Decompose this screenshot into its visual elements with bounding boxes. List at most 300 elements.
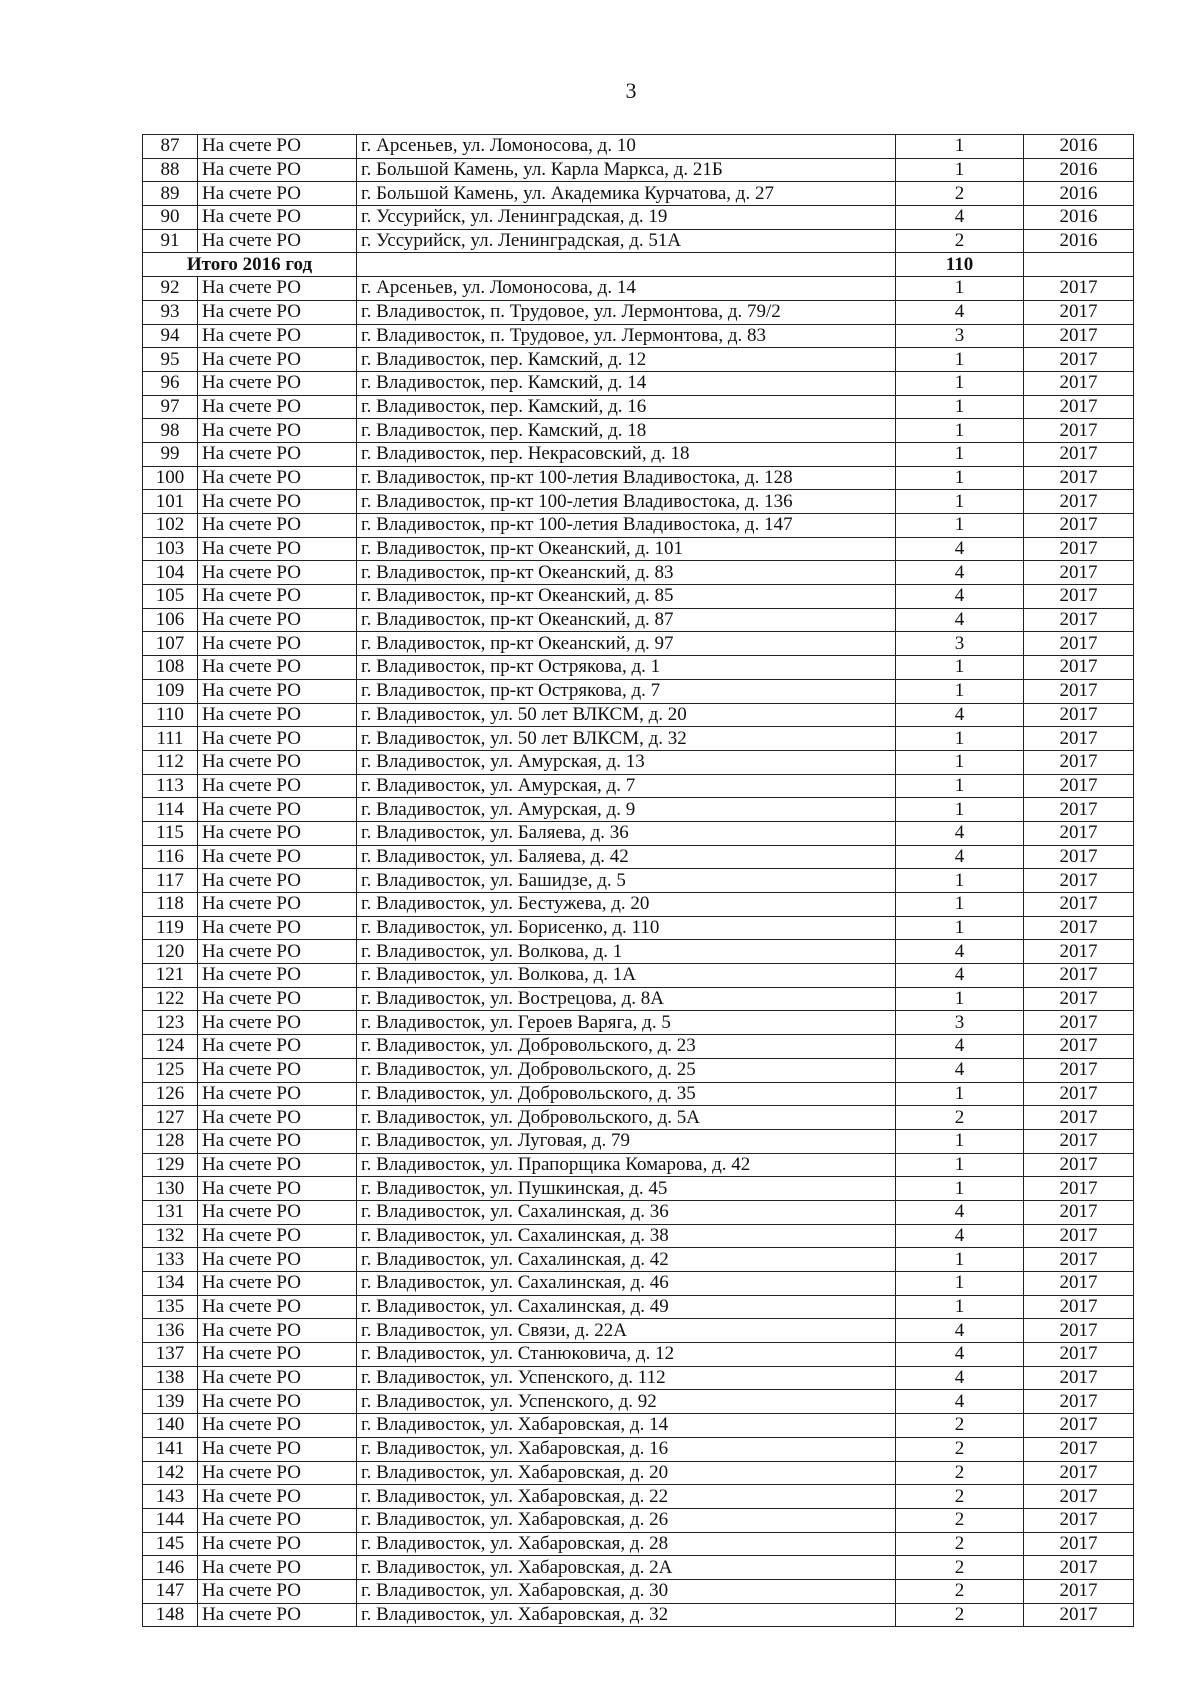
table-row (143, 466, 1134, 490)
address-cell: г. Владивосток, ул. Хабаровская, д. 14 (357, 1414, 896, 1438)
count-cell: 1 (896, 893, 1024, 917)
address-cell: г. Владивосток, пр-кт Острякова, д. 1 (357, 656, 896, 680)
table-row (143, 798, 1134, 822)
count-cell: 2 (896, 1106, 1024, 1130)
account-type-cell: На счете РО (198, 277, 357, 301)
count-cell: 1 (896, 490, 1024, 514)
row-number-cell: 144 (143, 1508, 198, 1532)
table-row (143, 869, 1134, 893)
table-row (143, 1295, 1134, 1319)
row-number-cell: 108 (143, 656, 198, 680)
account-type-cell: На счете РО (198, 1437, 357, 1461)
count-cell: 3 (896, 324, 1024, 348)
address-cell: г. Владивосток, ул. Вострецова, д. 8А (357, 987, 896, 1011)
table-row (143, 821, 1134, 845)
table-row (143, 300, 1134, 324)
subtotal-row (143, 253, 1134, 277)
registry-body (143, 135, 1134, 1627)
count-cell: 1 (896, 1272, 1024, 1296)
table-row (143, 632, 1134, 656)
account-type-cell: На счете РО (198, 466, 357, 490)
table-row (143, 371, 1134, 395)
table-row (143, 1414, 1134, 1438)
table-row (143, 1106, 1134, 1130)
year-cell: 2017 (1024, 561, 1134, 585)
table-row (143, 608, 1134, 632)
year-cell: 2017 (1024, 466, 1134, 490)
account-type-cell: На счете РО (198, 1224, 357, 1248)
count-cell: 2 (896, 1579, 1024, 1603)
count-cell: 4 (896, 1224, 1024, 1248)
count-cell: 1 (896, 514, 1024, 538)
count-cell: 1 (896, 727, 1024, 751)
count-cell: 1 (896, 1177, 1024, 1201)
year-cell: 2017 (1024, 1295, 1134, 1319)
year-cell: 2017 (1024, 703, 1134, 727)
table-row (143, 1366, 1134, 1390)
year-cell: 2017 (1024, 1508, 1134, 1532)
account-type-cell: На счете РО (198, 1485, 357, 1509)
year-cell: 2017 (1024, 419, 1134, 443)
account-type-cell: На счете РО (198, 845, 357, 869)
count-cell: 4 (896, 1058, 1024, 1082)
table-row (143, 1485, 1134, 1509)
account-type-cell: На счете РО (198, 893, 357, 917)
count-cell: 2 (896, 1414, 1024, 1438)
count-cell: 1 (896, 158, 1024, 182)
table-row (143, 1224, 1134, 1248)
address-cell: г. Владивосток, пр-кт 100-летия Владивостока, д. 128 (357, 466, 896, 490)
account-type-cell: На счете РО (198, 1319, 357, 1343)
year-cell: 2017 (1024, 964, 1134, 988)
table-row (143, 1579, 1134, 1603)
table-row (143, 1082, 1134, 1106)
account-type-cell: На счете РО (198, 1106, 357, 1130)
row-number-cell: 116 (143, 845, 198, 869)
account-type-cell: На счете РО (198, 135, 357, 159)
year-cell: 2016 (1024, 229, 1134, 253)
account-type-cell: На счете РО (198, 1579, 357, 1603)
row-number-cell: 147 (143, 1579, 198, 1603)
table-row (143, 727, 1134, 751)
count-cell: 2 (896, 229, 1024, 253)
row-number-cell: 102 (143, 514, 198, 538)
year-cell: 2017 (1024, 608, 1134, 632)
row-number-cell: 90 (143, 206, 198, 230)
table-row (143, 324, 1134, 348)
count-cell: 1 (896, 348, 1024, 372)
table-row (143, 182, 1134, 206)
address-cell: г. Владивосток, ул. Баляева, д. 42 (357, 845, 896, 869)
row-number-cell: 101 (143, 490, 198, 514)
account-type-cell: На счете РО (198, 371, 357, 395)
year-cell: 2017 (1024, 1414, 1134, 1438)
address-cell: г. Владивосток, ул. Героев Варяга, д. 5 (357, 1011, 896, 1035)
subtotal-count-cell: 110 (896, 253, 1024, 277)
year-cell: 2017 (1024, 585, 1134, 609)
count-cell: 4 (896, 300, 1024, 324)
row-number-cell: 117 (143, 869, 198, 893)
count-cell: 3 (896, 632, 1024, 656)
table-row (143, 206, 1134, 230)
account-type-cell: На счете РО (198, 608, 357, 632)
account-type-cell: На счете РО (198, 750, 357, 774)
count-cell: 4 (896, 206, 1024, 230)
table-row (143, 1319, 1134, 1343)
row-number-cell: 141 (143, 1437, 198, 1461)
row-number-cell: 124 (143, 1035, 198, 1059)
address-cell: г. Владивосток, пер. Камский, д. 12 (357, 348, 896, 372)
count-cell: 1 (896, 774, 1024, 798)
address-cell: г. Владивосток, ул. Хабаровская, д. 16 (357, 1437, 896, 1461)
year-cell: 2017 (1024, 1319, 1134, 1343)
address-cell: г. Владивосток, ул. Хабаровская, д. 20 (357, 1461, 896, 1485)
row-number-cell: 120 (143, 940, 198, 964)
row-number-cell: 93 (143, 300, 198, 324)
count-cell: 2 (896, 1603, 1024, 1627)
address-cell: г. Владивосток, ул. Волкова, д. 1 (357, 940, 896, 964)
year-cell: 2017 (1024, 774, 1134, 798)
year-cell: 2017 (1024, 324, 1134, 348)
row-number-cell: 148 (143, 1603, 198, 1627)
account-type-cell: На счете РО (198, 1082, 357, 1106)
row-number-cell: 87 (143, 135, 198, 159)
address-cell: г. Владивосток, ул. Хабаровская, д. 28 (357, 1532, 896, 1556)
account-type-cell: На счете РО (198, 1343, 357, 1367)
row-number-cell: 131 (143, 1200, 198, 1224)
year-cell: 2017 (1024, 869, 1134, 893)
row-number-cell: 127 (143, 1106, 198, 1130)
count-cell: 2 (896, 182, 1024, 206)
subtotal-label: Итого 2016 год (143, 253, 357, 277)
table-row (143, 940, 1134, 964)
year-cell: 2016 (1024, 158, 1134, 182)
year-cell: 2017 (1024, 893, 1134, 917)
row-number-cell: 126 (143, 1082, 198, 1106)
address-cell: г. Владивосток, ул. Связи, д. 22А (357, 1319, 896, 1343)
row-number-cell: 138 (143, 1366, 198, 1390)
address-cell: г. Владивосток, ул. Хабаровская, д. 32 (357, 1603, 896, 1627)
count-cell: 4 (896, 940, 1024, 964)
table-row (143, 1058, 1134, 1082)
page-number: 3 (625, 78, 637, 103)
account-type-cell: На счете РО (198, 158, 357, 182)
row-number-cell: 107 (143, 632, 198, 656)
address-cell: г. Владивосток, ул. Амурская, д. 7 (357, 774, 896, 798)
year-cell: 2017 (1024, 395, 1134, 419)
address-cell: г. Владивосток, ул. Станюковича, д. 12 (357, 1343, 896, 1367)
row-number-cell: 142 (143, 1461, 198, 1485)
address-cell: г. Владивосток, ул. Сахалинская, д. 49 (357, 1295, 896, 1319)
table-row (143, 1248, 1134, 1272)
row-number-cell: 125 (143, 1058, 198, 1082)
year-cell: 2017 (1024, 632, 1134, 656)
table-row (143, 845, 1134, 869)
year-cell: 2017 (1024, 1011, 1134, 1035)
address-cell: г. Владивосток, пр-кт Океанский, д. 87 (357, 608, 896, 632)
account-type-cell: На счете РО (198, 419, 357, 443)
count-cell: 1 (896, 1295, 1024, 1319)
row-number-cell: 100 (143, 466, 198, 490)
address-cell: г. Владивосток, пр-кт Океанский, д. 97 (357, 632, 896, 656)
year-cell: 2017 (1024, 442, 1134, 466)
account-type-cell: На счете РО (198, 656, 357, 680)
address-cell: г. Владивосток, ул. Добровольского, д. 23 (357, 1035, 896, 1059)
row-number-cell: 96 (143, 371, 198, 395)
row-number-cell: 105 (143, 585, 198, 609)
address-cell: г. Арсеньев, ул. Ломоносова, д. 10 (357, 135, 896, 159)
address-cell: г. Владивосток, ул. Хабаровская, д. 2А (357, 1556, 896, 1580)
row-number-cell: 122 (143, 987, 198, 1011)
row-number-cell: 103 (143, 537, 198, 561)
count-cell: 4 (896, 1366, 1024, 1390)
year-cell: 2017 (1024, 371, 1134, 395)
account-type-cell: На счете РО (198, 585, 357, 609)
address-cell: г. Владивосток, ул. 50 лет ВЛКСМ, д. 20 (357, 703, 896, 727)
account-type-cell: На счете РО (198, 490, 357, 514)
count-cell: 1 (896, 656, 1024, 680)
count-cell: 1 (896, 869, 1024, 893)
row-number-cell: 119 (143, 916, 198, 940)
address-cell: г. Владивосток, ул. 50 лет ВЛКСМ, д. 32 (357, 727, 896, 751)
address-cell: г. Владивосток, пр-кт Океанский, д. 101 (357, 537, 896, 561)
account-type-cell: На счете РО (198, 964, 357, 988)
account-type-cell: На счете РО (198, 987, 357, 1011)
address-cell: г. Уссурийск, ул. Ленинградская, д. 19 (357, 206, 896, 230)
address-cell: г. Владивосток, ул. Хабаровская, д. 30 (357, 1579, 896, 1603)
row-number-cell: 133 (143, 1248, 198, 1272)
table-row (143, 135, 1134, 159)
row-number-cell: 128 (143, 1129, 198, 1153)
table-row (143, 395, 1134, 419)
count-cell: 1 (896, 750, 1024, 774)
table-row (143, 679, 1134, 703)
row-number-cell: 129 (143, 1153, 198, 1177)
row-number-cell: 106 (143, 608, 198, 632)
year-cell: 2017 (1024, 987, 1134, 1011)
address-cell: г. Владивосток, ул. Сахалинская, д. 46 (357, 1272, 896, 1296)
row-number-cell: 132 (143, 1224, 198, 1248)
year-cell: 2017 (1024, 1272, 1134, 1296)
year-cell: 2017 (1024, 821, 1134, 845)
account-type-cell: На счете РО (198, 395, 357, 419)
address-cell: г. Владивосток, ул. Добровольского, д. 25 (357, 1058, 896, 1082)
address-cell: г. Владивосток, пр-кт Океанский, д. 83 (357, 561, 896, 585)
row-number-cell: 111 (143, 727, 198, 751)
account-type-cell: На счете РО (198, 632, 357, 656)
count-cell: 4 (896, 845, 1024, 869)
count-cell: 1 (896, 1248, 1024, 1272)
count-cell: 4 (896, 561, 1024, 585)
count-cell: 4 (896, 608, 1024, 632)
account-type-cell: На счете РО (198, 1248, 357, 1272)
count-cell: 4 (896, 1319, 1024, 1343)
row-number-cell: 110 (143, 703, 198, 727)
count-cell: 1 (896, 987, 1024, 1011)
year-cell: 2017 (1024, 1485, 1134, 1509)
table-row (143, 561, 1134, 585)
count-cell: 4 (896, 585, 1024, 609)
count-cell: 1 (896, 442, 1024, 466)
count-cell: 1 (896, 916, 1024, 940)
address-cell: г. Владивосток, ул. Пушкинская, д. 45 (357, 1177, 896, 1201)
address-cell: г. Владивосток, ул. Амурская, д. 13 (357, 750, 896, 774)
count-cell: 1 (896, 798, 1024, 822)
year-cell: 2017 (1024, 1461, 1134, 1485)
year-cell: 2017 (1024, 300, 1134, 324)
row-number-cell: 139 (143, 1390, 198, 1414)
table-row (143, 277, 1134, 301)
address-cell: г. Владивосток, п. Трудовое, ул. Лермонтова, д. 79/2 (357, 300, 896, 324)
count-cell: 1 (896, 135, 1024, 159)
year-cell: 2017 (1024, 1343, 1134, 1367)
row-number-cell: 145 (143, 1532, 198, 1556)
account-type-cell: На счете РО (198, 821, 357, 845)
address-cell: г. Владивосток, ул. Сахалинская, д. 42 (357, 1248, 896, 1272)
subtotal-empty-year-cell (1024, 253, 1134, 277)
address-cell: г. Владивосток, ул. Луговая, д. 79 (357, 1129, 896, 1153)
year-cell: 2017 (1024, 277, 1134, 301)
year-cell: 2017 (1024, 1058, 1134, 1082)
account-type-cell: На счете РО (198, 1272, 357, 1296)
account-type-cell: На счете РО (198, 679, 357, 703)
year-cell: 2017 (1024, 679, 1134, 703)
table-row (143, 158, 1134, 182)
count-cell: 2 (896, 1485, 1024, 1509)
table-row (143, 1153, 1134, 1177)
year-cell: 2017 (1024, 1390, 1134, 1414)
address-cell: г. Владивосток, ул. Амурская, д. 9 (357, 798, 896, 822)
table-row (143, 1200, 1134, 1224)
account-type-cell: На счете РО (198, 1153, 357, 1177)
account-type-cell: На счете РО (198, 1532, 357, 1556)
year-cell: 2017 (1024, 1556, 1134, 1580)
address-cell: г. Арсеньев, ул. Ломоносова, д. 14 (357, 277, 896, 301)
year-cell: 2017 (1024, 537, 1134, 561)
count-cell: 1 (896, 679, 1024, 703)
address-cell: г. Владивосток, ул. Баляева, д. 36 (357, 821, 896, 845)
count-cell: 1 (896, 1129, 1024, 1153)
table-row (143, 1532, 1134, 1556)
account-type-cell: На счете РО (198, 1295, 357, 1319)
row-number-cell: 89 (143, 182, 198, 206)
year-cell: 2017 (1024, 348, 1134, 372)
year-cell: 2017 (1024, 514, 1134, 538)
count-cell: 4 (896, 1343, 1024, 1367)
row-number-cell: 95 (143, 348, 198, 372)
address-cell: г. Большой Камень, ул. Академика Курчатова, д. 27 (357, 182, 896, 206)
account-type-cell: На счете РО (198, 1556, 357, 1580)
building-registry-table (142, 134, 1134, 1627)
table-row (143, 348, 1134, 372)
year-cell: 2017 (1024, 490, 1134, 514)
table-row (143, 893, 1134, 917)
year-cell: 2017 (1024, 1366, 1134, 1390)
year-cell: 2017 (1024, 1603, 1134, 1627)
address-cell: г. Владивосток, пер. Камский, д. 14 (357, 371, 896, 395)
table-row (143, 964, 1134, 988)
account-type-cell: На счете РО (198, 229, 357, 253)
account-type-cell: На счете РО (198, 348, 357, 372)
row-number-cell: 92 (143, 277, 198, 301)
table-row (143, 1177, 1134, 1201)
count-cell: 1 (896, 1153, 1024, 1177)
account-type-cell: На счете РО (198, 1508, 357, 1532)
row-number-cell: 112 (143, 750, 198, 774)
table-row (143, 1390, 1134, 1414)
table-row (143, 703, 1134, 727)
table-row (143, 1129, 1134, 1153)
year-cell: 2017 (1024, 1437, 1134, 1461)
account-type-cell: На счете РО (198, 300, 357, 324)
year-cell: 2017 (1024, 1177, 1134, 1201)
address-cell: г. Большой Камень, ул. Карла Маркса, д. 21Б (357, 158, 896, 182)
row-number-cell: 136 (143, 1319, 198, 1343)
address-cell: г. Владивосток, пер. Некрасовский, д. 18 (357, 442, 896, 466)
row-number-cell: 98 (143, 419, 198, 443)
count-cell: 2 (896, 1556, 1024, 1580)
row-number-cell: 134 (143, 1272, 198, 1296)
row-number-cell: 99 (143, 442, 198, 466)
address-cell: г. Владивосток, ул. Добровольского, д. 35 (357, 1082, 896, 1106)
count-cell: 2 (896, 1532, 1024, 1556)
count-cell: 4 (896, 821, 1024, 845)
account-type-cell: На счете РО (198, 182, 357, 206)
table-row (143, 1035, 1134, 1059)
address-cell: г. Владивосток, пр-кт Океанский, д. 85 (357, 585, 896, 609)
account-type-cell: На счете РО (198, 1011, 357, 1035)
year-cell: 2017 (1024, 940, 1134, 964)
address-cell: г. Владивосток, ул. Башидзе, д. 5 (357, 869, 896, 893)
row-number-cell: 135 (143, 1295, 198, 1319)
account-type-cell: На счете РО (198, 1603, 357, 1627)
table-row (143, 774, 1134, 798)
account-type-cell: На счете РО (198, 940, 357, 964)
count-cell: 4 (896, 1035, 1024, 1059)
address-cell: г. Владивосток, пр-кт 100-летия Владивостока, д. 136 (357, 490, 896, 514)
account-type-cell: На счете РО (198, 1035, 357, 1059)
account-type-cell: На счете РО (198, 1177, 357, 1201)
account-type-cell: На счете РО (198, 798, 357, 822)
address-cell: г. Владивосток, пр-кт Острякова, д. 7 (357, 679, 896, 703)
row-number-cell: 143 (143, 1485, 198, 1509)
account-type-cell: На счете РО (198, 703, 357, 727)
table-row (143, 442, 1134, 466)
year-cell: 2016 (1024, 135, 1134, 159)
year-cell: 2017 (1024, 1224, 1134, 1248)
count-cell: 4 (896, 964, 1024, 988)
count-cell: 2 (896, 1437, 1024, 1461)
table-row (143, 1508, 1134, 1532)
table-row (143, 987, 1134, 1011)
row-number-cell: 97 (143, 395, 198, 419)
year-cell: 2017 (1024, 750, 1134, 774)
address-cell: г. Владивосток, ул. Хабаровская, д. 22 (357, 1485, 896, 1509)
row-number-cell: 88 (143, 158, 198, 182)
year-cell: 2017 (1024, 1106, 1134, 1130)
address-cell: г. Владивосток, ул. Хабаровская, д. 26 (357, 1508, 896, 1532)
table-row (143, 1603, 1134, 1627)
address-cell: г. Владивосток, ул. Прапорщика Комарова, д. 42 (357, 1153, 896, 1177)
count-cell: 2 (896, 1508, 1024, 1532)
address-cell: г. Владивосток, ул. Борисенко, д. 110 (357, 916, 896, 940)
account-type-cell: На счете РО (198, 1366, 357, 1390)
table-row (143, 514, 1134, 538)
row-number-cell: 109 (143, 679, 198, 703)
account-type-cell: На счете РО (198, 537, 357, 561)
account-type-cell: На счете РО (198, 1200, 357, 1224)
table-row (143, 490, 1134, 514)
